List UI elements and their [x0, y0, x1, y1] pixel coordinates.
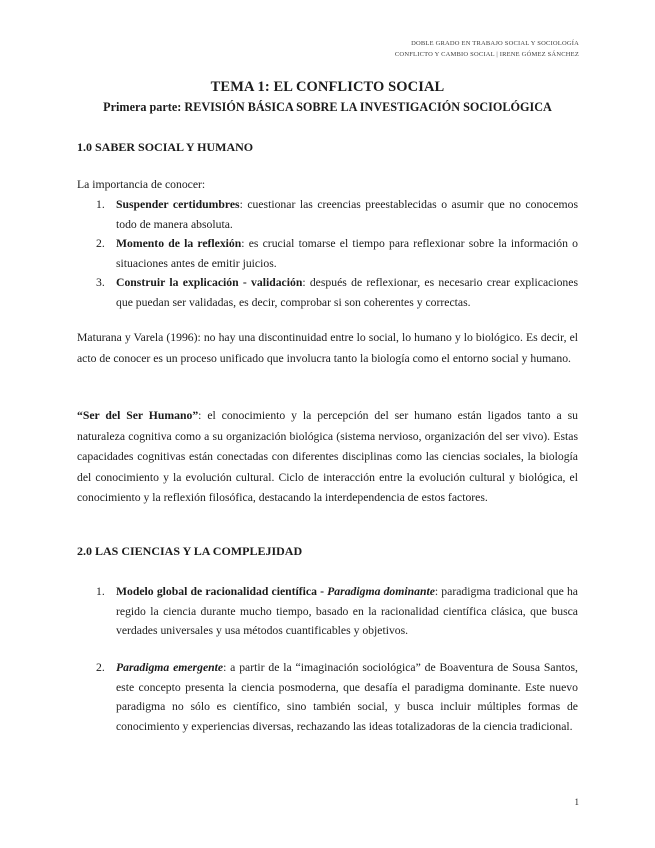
- paragraph-text: : el conocimiento y la percepción del ser humano están ligados tanto a su naturaleza cognitiva como a su organización biológica (sistema nervioso, organización del ser vivo). Estas capacidades cognitivas están conectadas con diferentes disciplinas como las ciencias sociales, la biología del conocimiento y la evolución cultural. Ciclo de interacción entre la evolución cultural y biológica, el conocimiento y la reflexión filosófica, destacando la interdependencia de estos factores.: [77, 409, 578, 504]
- list-item-text: : después de reflexionar, es necesario crear explicaciones que puedan ser validadas, es decir, comprobar si son coherentes y correctas.: [116, 276, 578, 309]
- document-subtitle: [0, 100, 655, 115]
- subtitle-text: REVISIÓN BÁSICA SOBRE LA INVESTIGACIÓN SOCIOLÓGICA: [184, 100, 552, 114]
- list-item: [96, 234, 578, 273]
- subtitle-prefix: Primera parte:: [103, 100, 182, 114]
- list-item-number: 2.: [96, 661, 105, 674]
- running-header-course: CONFLICTO Y CAMBIO SOCIAL | IRENE GÓMEZ SÁNCHEZ: [394, 51, 579, 58]
- list-item-term: Momento de la reflexión: [116, 237, 242, 250]
- list-item-term-italic: Paradigma emergente: [116, 661, 224, 674]
- list-item-text: : es crucial tomarse el tiempo para reflexionar sobre la información o situaciones antes de emitir juicios.: [116, 237, 578, 270]
- list-item-term: Modelo global de racionalidad científica -: [116, 585, 328, 598]
- section-1-intro: La importancia de conocer:: [77, 178, 206, 191]
- list-item-term-italic: Paradigma dominante: [327, 585, 435, 598]
- paragraph-term: “Ser del Ser Humano”: [77, 409, 199, 422]
- list-item: [96, 195, 578, 234]
- list-item-number: 1.: [96, 198, 105, 211]
- list-item-text: : paradigma tradicional que ha regido la ciencia durante mucho tiempo, basado en la racionalidad científica clásica, que busca verdades universales y usa métodos cuantificables y objetivos.: [116, 585, 578, 637]
- page-number: 1: [574, 797, 579, 807]
- document-title: TEMA 1: EL CONFLICTO SOCIAL: [210, 79, 445, 95]
- paragraph-ser-humano: [77, 406, 578, 509]
- list-item-text: : cuestionar las creencias preestablecidas o asumir que no conocemos todo de manera absoluta.: [116, 198, 578, 231]
- running-header-degree: DOBLE GRADO EN TRABAJO SOCIAL Y SOCIOLOGÍA: [411, 40, 579, 47]
- list-item: [96, 582, 578, 641]
- section-1-heading: 1.0 SABER SOCIAL Y HUMANO: [77, 140, 254, 154]
- list-item: [96, 658, 578, 736]
- list-item: [96, 273, 578, 312]
- paragraph-maturana-varela: Maturana y Varela (1996): no hay una discontinuidad entre lo social, lo humano y lo biológico. Es decir, el acto de conocer es un proceso unificado que involucra tanto la biología como el entorno social y humano.: [77, 331, 578, 365]
- list-item-term: Construir la explicación - validación: [116, 276, 303, 289]
- list-item-number: 1.: [96, 585, 105, 598]
- list-item-number: 3.: [96, 276, 105, 289]
- section-2-heading: 2.0 LAS CIENCIAS Y LA COMPLEJIDAD: [77, 544, 303, 558]
- list-item-term: Suspender certidumbres: [116, 198, 240, 211]
- list-item-text: : a partir de la “imaginación sociológica” de Boaventura de Sousa Santos, este concepto presenta la ciencia posmoderna, que desafía el paradigma dominante. Este nuevo paradigma no sólo es científico, sino también social, y busca incluir múltiples formas de conocimiento y experiencias diversas, rechazando las ideas totalizadoras de la ciencia tradicional.: [116, 661, 578, 733]
- list-item-number: 2.: [96, 237, 105, 250]
